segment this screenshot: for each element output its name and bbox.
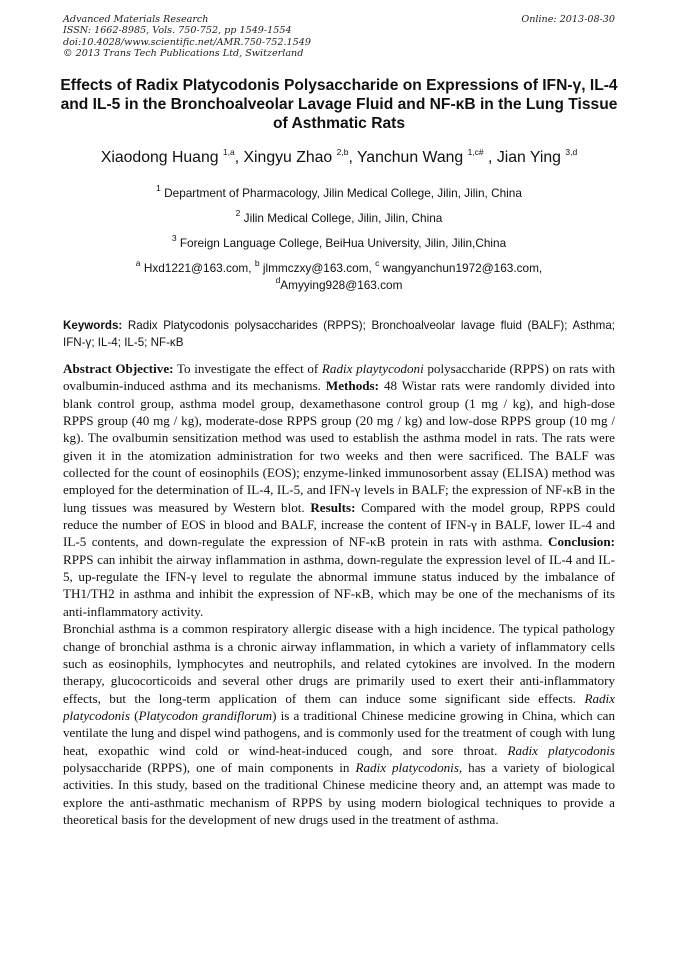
doi-line: doi:10.4028/www.scientific.net/AMR.750-752.1549 [63, 36, 311, 48]
results-text: Compared with the model group, RPPS could reduce the number of EOS in blood and BALF, increase the content of IFN-γ in BALF, lower IL-4 and IL-5 contents, and down-regulate the expression of NF-κB protein in rats with asthma. [63, 499, 615, 550]
species-name: Platycodon grandiflorum [138, 707, 273, 723]
email-address[interactable]: jlmmczxy@163.com, [262, 261, 372, 275]
author-name: Xingyu Zhao [243, 149, 333, 166]
intro-text: , has a variety of biological activities. In this study, based on the traditional Chinese medicine theory and, an attempt was made to explore the anti-asthmatic mechanism of RPPS by using modern biological techniques to provide a theoretical basis for the development of new drugs used in the treatment of asthma. [63, 759, 616, 827]
keywords-label: Keywords: [63, 319, 123, 332]
author-name: Yanchun Wang [356, 149, 464, 166]
affiliation-1 [40, 183, 638, 200]
email-line-2 [40, 276, 638, 294]
affiliation-text: Foreign Language College, BeiHua University, Jilin, Jilin,China [179, 236, 507, 250]
conclusion-text: RPPS can inhibit the airway inflammation in asthma, down-regulate the expression level of IL-4 and IL-5, up-regulate the IFN-γ level to regulate the abnormal immune status induced by the imbalance of TH1/TH2 in asthma and inhibit the expression of NF-κB, which may be one of the mechanisms of its anti-inflammatory activity. [63, 551, 615, 619]
keywords-text: Radix Platycodonis polysaccharides (RPPS); Bronchoalveolar lavage fluid (BALF); Asthma; IFN-γ; IL-4; IL-5; NF-κB [63, 319, 615, 349]
online-date: Online: 2013-08-30 [521, 14, 615, 25]
author-list [40, 148, 638, 168]
methods-text: 48 Wistar rats were randomly divided into blank control group, asthma model group, dexamethasone control group (1 mg / kg), and high-dose RPPS group (40 mg / kg), moderate-dose RPPS group (20 mg / kg) and low-dose RPPS group (10 mg / kg). The ovalbumin sensitization method was used to establish the asthma model in rats. The rats were given it in the atomization administration for two weeks and then were sacrificed. The BALF was collected for the count of eosinophils (EOS); enzyme-linked immunosorbent assay (ELISA) method was employed for the determination of IL-4, IL-5, and IFN-γ levels in BALF; the expression of NF-κB in the lung tissues was measured by Western blot. [63, 378, 615, 515]
email-mark: a [135, 258, 141, 269]
author-affiliation-mark: 1,c# [467, 146, 484, 157]
affiliation-number: 1 [156, 183, 161, 194]
email-mark: b [254, 258, 260, 269]
conclusion-label: Conclusion: [548, 534, 615, 550]
author-affiliation-mark: 3,d [565, 146, 578, 157]
email-address[interactable]: Amyying928@163.com [280, 278, 403, 292]
methods-label: Methods: [325, 378, 379, 394]
abstract-text: To investigate the effect of [173, 361, 322, 376]
email-mark: c [375, 258, 380, 269]
intro-text: polysaccharide (RPPS), one of main components in [63, 759, 356, 775]
species-name: Radix platycodonis [355, 759, 459, 775]
affiliation-text: Department of Pharmacology, Jilin Medical College, Jilin, Jilin, China [164, 186, 522, 200]
email-address[interactable]: Hxd1221@163.com, [143, 261, 252, 275]
keywords [63, 317, 615, 351]
paper-title: Effects of Radix Platycodonis Polysaccharide on Expressions of IFN-γ, IL-4 and IL-5 in the Bronchoalveolar Lavage Fluid and NF-κB in the Lung Tissue of Asthmatic Rats [60, 77, 618, 132]
email-mark: d [275, 275, 281, 286]
abstract-text: polysaccharide (RPPS) on rats with ovalbumin-induced asthma and its mechanisms. [63, 361, 615, 394]
affiliation-3 [40, 233, 638, 250]
author-separator: , [234, 149, 244, 166]
intro-text: ( [129, 707, 139, 723]
author-name: Xiaodong Huang [100, 149, 219, 166]
abstract [63, 360, 615, 620]
journal-header [63, 14, 615, 60]
affiliation-number: 3 [171, 233, 177, 244]
journal-name: Advanced Materials Research [63, 14, 209, 25]
email-line-1 [40, 259, 638, 277]
results-label: Results: [310, 499, 356, 515]
intro-text: ) is a traditional Chinese medicine growing in China, which can ventilate the lung and dispel wind pathogens, and is commonly used for the treatment of cough with lung heat, exopathic wind cold or wind-heat-induced cough, and sore throat. [63, 707, 615, 758]
email-address[interactable]: wangyanchun1972@163.com, [382, 261, 543, 275]
affiliation-text: Jilin Medical College, Jilin, Jilin, China [243, 211, 443, 225]
author-affiliation-mark: 2,b [336, 146, 349, 157]
abstract-objective-label: Abstract Objective: [63, 361, 174, 376]
body-text [63, 360, 615, 828]
issn-line: ISSN: 1662-8985, Vols. 750-752, pp 1549-1554 [63, 25, 292, 37]
author-separator: , [483, 149, 497, 166]
author-name: Jian Ying [496, 149, 561, 166]
species-name: Radix playtycodoni [321, 361, 424, 376]
intro-text: Bronchial asthma is a common respiratory allergic disease with a high incidence. The typical pathology change of bronchial asthma is a chronic airway inflammation, in which a variety of inflammatory cells such as eosinophils, lymphocytes and neutrophils, and related cytokines are involved. In the modern therapy, glucocorticoids and several other drugs are primarily used to exert their anti-inflammatory effects, but the long-term application of them can induce some significant side effects. [63, 621, 615, 706]
author-separator: , [348, 149, 357, 166]
author-affiliation-mark: 1,a [222, 146, 235, 157]
species-name: Radix platycodonis [63, 690, 615, 723]
copyright-line: © 2013 Trans Tech Publications Ltd, Switzerland [63, 48, 304, 60]
affiliation-number: 2 [235, 208, 241, 219]
species-name: Radix platycodonis [507, 742, 615, 758]
introduction [63, 620, 615, 828]
affiliation-2 [40, 208, 638, 225]
